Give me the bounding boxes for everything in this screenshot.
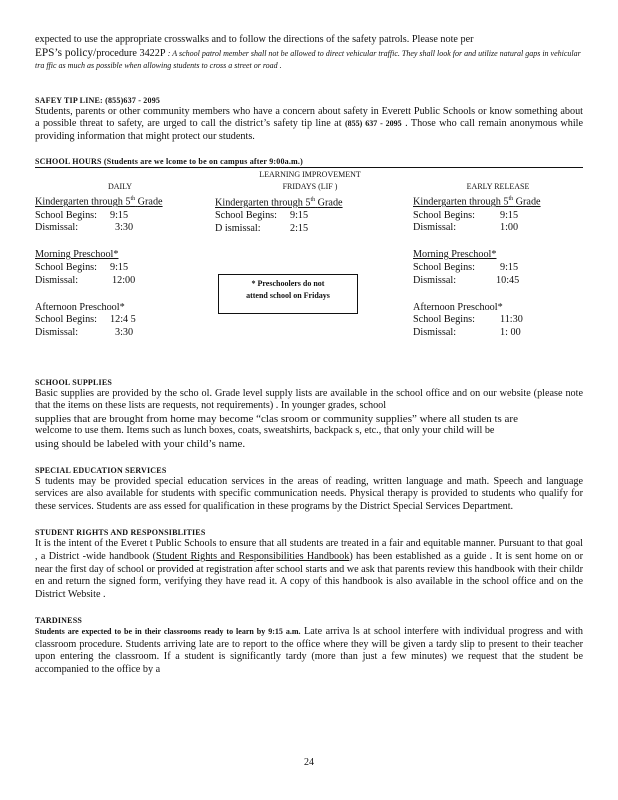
supplies-body-big-2: using should be labeled with your child’s name. <box>35 437 246 450</box>
daily-afternoon-preschool: Afternoon Preschool* <box>35 301 125 313</box>
early-dismissal: Dismissal: 1:00 <box>413 222 519 234</box>
supplies-heading: SCHOOL SUPPLIES <box>35 377 113 387</box>
early-release-column <box>413 181 583 340</box>
special-body: S tudents may be provided special education services in the areas of reading, written language and math. Speech and language services are also available for students with specific communication needs. Physical therapy is provided to students who qualify for these services. Students are ass essed for qualification in these programs by the District Special Services Department. <box>35 475 583 512</box>
supplies-body-big: supplies that are brought from home may become “clas sroom or community supplies” where all studen ts are <box>35 412 518 425</box>
tardiness-heading: TARDINESS <box>35 616 82 626</box>
early-am-dismissal: Dismissal: 10:45 <box>413 274 520 286</box>
safety-body-1: Students, parents or other community members who have a concern about safety in Everett Public Schools or know something about a possible threat to safety, are urged to call the district’s safety tip line at <box>35 105 583 130</box>
document-page <box>35 34 583 677</box>
rights-body-2: ) has been established as a guide . It is sent home on or near the first day of school or provided at registration after school starts and we ask that parents review this handbook with their childr en and return the signed form, verifying they have read it. A copy of this handbook is also available in the school office and on the District Website . <box>35 550 583 600</box>
safety-paragraph <box>35 106 583 144</box>
lif-begins: School Begins: 9:15 <box>215 210 309 222</box>
lif-title-1: LEARNING IMPROVEMENT <box>259 169 361 179</box>
supplies-body-1: Basic supplies are provided by the scho ol. Grade level supply lists are available in the school office and on our website (please note that the items on these lists are requests, not requirements) . In younger grades, school <box>35 387 583 412</box>
lif-column <box>215 169 405 236</box>
daily-morning-preschool: Morning Preschool* <box>35 249 119 261</box>
note-line-2: attend school on Fridays <box>246 290 330 300</box>
daily-kindergarten: Kindergarten through 5th Grade <box>35 196 163 208</box>
supplies-body-2: welcome to use them. Items such as lunch boxes, coats, sweatshirts, backpack s, etc., that only your child will be <box>35 425 495 437</box>
policy-italic: : A school patrol member shall not be allowed to direct vehicular traffic. They shall look for and utilize natural gaps in vehicular tra ffic as much as possible when allowing students to cross a street or road . <box>35 48 581 71</box>
rights-paragraph <box>35 538 583 601</box>
daily-am-begins: School Begins: 9:15 <box>35 261 129 273</box>
policy-procedure: procedure 3422P <box>96 47 166 59</box>
lif-title-2: FRIDAYS (LIF ) <box>282 182 338 192</box>
daily-begins: School Begins: 9:15 <box>35 209 129 221</box>
early-am-begins: School Begins: 9:15 <box>413 261 519 273</box>
policy-paragraph <box>35 47 583 73</box>
tardiness-bold-lead: Students are expected to be in their classrooms ready to learn by 9:15 a.m. <box>35 627 301 637</box>
note-line-1: * Preschoolers do not <box>251 278 325 288</box>
daily-column <box>35 181 205 340</box>
daily-am-dismissal: Dismissal: 12:00 <box>35 274 136 286</box>
lif-kindergarten: Kindergarten through 5th Grade <box>215 197 343 209</box>
early-kindergarten: Kindergarten through 5th Grade <box>413 196 541 208</box>
policy-lead: EPS’s policy/ <box>35 46 97 59</box>
early-title: EARLY RELEASE <box>466 181 530 191</box>
daily-pm-dismissal: Dismissal: 3:30 <box>35 327 134 339</box>
daily-pm-begins: School Begins: 12:4 5 <box>35 314 136 326</box>
early-morning-preschool: Morning Preschool* <box>413 249 497 261</box>
early-pm-dismissal: Dismissal: 1: 00 <box>413 327 521 339</box>
early-afternoon-preschool: Afternoon Preschool* <box>413 301 503 313</box>
page-number: 24 <box>304 757 314 768</box>
rights-handbook-title: Student Rights and Responsibilities Handbook <box>156 550 350 562</box>
tardiness-body: Late arriva ls at school interfere with individual progress and with classroom procedure. Students arriving late are to report to the office where they will be given a tardy slip to present to their teacher upon entering the classroom. If a student is significantly tardy (more than just a few minutes) we request that the student be accompanied to the office by a <box>35 626 583 676</box>
safety-phone: (855) 637 - 2095 <box>344 119 402 129</box>
schedule-rule <box>35 167 583 168</box>
tardiness-paragraph <box>35 626 583 676</box>
early-begins: School Begins: 9:15 <box>413 209 519 221</box>
early-pm-begins: School Begins: 11:30 <box>413 314 523 326</box>
rights-body-1: It is the intent of the Everet t Public Schools to ensure that all students are treated in a fair and equitable manner. Pursuant to that goal , a District -wide handbook ( <box>35 538 583 562</box>
safety-body-2: . Those who call remain anonymous while providing information that might protect our students. <box>35 118 584 142</box>
hours-heading: SCHOOL HOURS (Students are we lcome to be on campus after 9:00a.m.) <box>35 156 303 166</box>
safety-heading: SAFEY TIP LINE: (855)637 - 2095 <box>35 95 161 105</box>
daily-dismissal: Dismissal: 3:30 <box>35 222 134 234</box>
hours-schedule <box>35 167 583 377</box>
lif-dismissal: D ismissal: 2:15 <box>215 223 309 235</box>
special-heading: SPECIAL EDUCATION SERVICES <box>35 465 167 475</box>
preschool-note-box <box>218 274 358 314</box>
daily-title: DAILY <box>107 181 133 191</box>
rights-heading: STUDENT RIGHTS AND RESPONSIBLITIES <box>35 528 206 538</box>
intro-line: expected to use the appropriate crosswalks and to follow the directions of the safety patrols. Please note per <box>35 34 474 45</box>
